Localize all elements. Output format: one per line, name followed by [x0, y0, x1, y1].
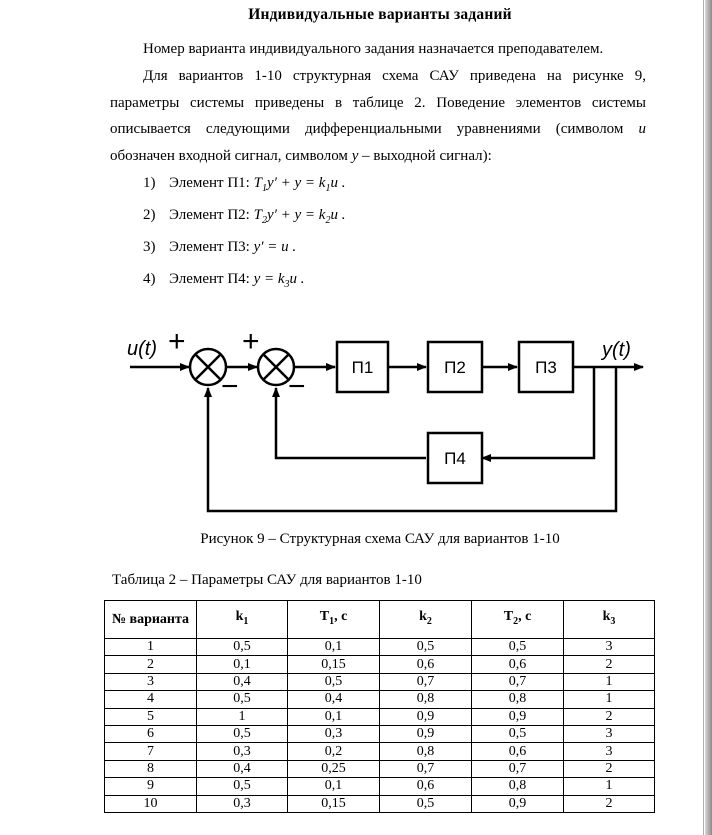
table-row	[105, 656, 655, 673]
cell: 2	[564, 656, 655, 673]
cell: 1	[105, 639, 197, 656]
equation-p2	[253, 207, 346, 226]
element-label: Элемент П1:	[169, 175, 254, 191]
cell: 0,7	[472, 673, 564, 690]
table-row	[105, 743, 655, 760]
cell: 1	[197, 708, 288, 725]
header-text: k	[602, 609, 611, 625]
header-subscript: 3	[610, 615, 616, 627]
cell: 0,4	[197, 673, 288, 690]
cell: 0,1	[288, 639, 380, 656]
cell: 10	[105, 795, 197, 812]
eq-subscript: 1	[325, 183, 331, 194]
table-body	[105, 639, 655, 813]
cell: 0,9	[380, 725, 472, 742]
header-text: T	[319, 609, 330, 625]
list-item-element-p3	[143, 239, 296, 256]
cell: 0,5	[197, 778, 288, 795]
cell: 7	[105, 743, 197, 760]
list-number: 1)	[143, 175, 156, 191]
header-t1	[288, 601, 380, 639]
cell: 0,2	[288, 743, 380, 760]
equation-p3: y′ = u .	[253, 239, 297, 255]
eq-part: u .	[289, 271, 305, 287]
cell: 2	[564, 795, 655, 812]
element-label: Элемент П4:	[169, 271, 254, 287]
cell: 1	[564, 673, 655, 690]
cell: 2	[564, 708, 655, 725]
cell: 0,7	[380, 673, 472, 690]
cell: 0,9	[380, 708, 472, 725]
list-number: 4)	[143, 271, 156, 287]
cell: 6	[105, 725, 197, 742]
feedback-to-p4	[482, 367, 594, 458]
header-subscript: 1	[243, 615, 249, 627]
eq-subscript: 2	[325, 215, 331, 226]
eq-subscript: 3	[284, 279, 290, 290]
figure-caption: Рисунок 9 – Структурная схема САУ для вариантов 1-10	[200, 531, 560, 547]
cell: 0,25	[288, 760, 380, 777]
block-p3-label: П3	[535, 358, 557, 377]
paragraph-text-after: – выходной сигнал):	[358, 147, 492, 164]
page-edge-shadow	[705, 0, 712, 835]
cell: 4	[105, 691, 197, 708]
plus-sign-1: +	[168, 325, 186, 358]
header-variant	[105, 601, 197, 639]
plus-sign-2: +	[242, 325, 260, 358]
output-label: y(t)	[602, 339, 631, 361]
cell: 0,6	[380, 656, 472, 673]
eq-part: u .	[330, 175, 346, 191]
cell: 0,8	[380, 743, 472, 760]
table-row	[105, 760, 655, 777]
cell: 0,15	[288, 656, 380, 673]
cell: 0,5	[380, 639, 472, 656]
eq-part: T	[253, 175, 262, 191]
table-row	[105, 795, 655, 812]
block-diagram	[118, 318, 678, 518]
header-subscript: 1	[329, 615, 335, 627]
cell: 2	[105, 656, 197, 673]
cell: 0,5	[472, 639, 564, 656]
paragraph-system-description	[110, 63, 646, 169]
cell: 0,5	[288, 673, 380, 690]
eq-part: y = k	[253, 271, 285, 287]
cell: 0,3	[197, 795, 288, 812]
paragraph-variant-assignment: Номер варианта индивидуального задания назначается преподавателем.	[143, 41, 604, 57]
table-header-row	[105, 601, 655, 639]
cell: 9	[105, 778, 197, 795]
header-text: k	[419, 609, 427, 625]
eq-subscript: 2	[261, 215, 267, 226]
cell: 3	[105, 673, 197, 690]
table-row	[105, 778, 655, 795]
eq-part: y′ + y = k	[266, 175, 326, 191]
cell: 0,8	[472, 691, 564, 708]
table-row	[105, 639, 655, 656]
minus-sign-1: −	[221, 370, 239, 403]
cell: 0,5	[197, 639, 288, 656]
list-number: 3)	[143, 239, 156, 255]
page-title: Индивидуальные варианты заданий	[248, 6, 512, 23]
cell: 0,1	[197, 656, 288, 673]
header-k1	[197, 601, 288, 639]
cell: 0,4	[197, 760, 288, 777]
cell: 8	[105, 760, 197, 777]
cell: 0,6	[472, 743, 564, 760]
header-t2	[472, 601, 564, 639]
header-text: № варианта	[111, 611, 190, 627]
page-edge-line	[703, 0, 704, 835]
cell: 0,4	[288, 691, 380, 708]
cell: 0,8	[472, 778, 564, 795]
table-row	[105, 691, 655, 708]
cell: 0,6	[380, 778, 472, 795]
element-label: Элемент П2:	[169, 207, 254, 223]
table-row	[105, 725, 655, 742]
block-p4-label: П4	[444, 449, 466, 468]
minus-sign-2: −	[288, 370, 306, 403]
eq-part: u .	[330, 207, 346, 223]
list-item-element-p1	[143, 175, 345, 194]
eq-part: y′ + y = k	[266, 207, 326, 223]
cell: 0,6	[472, 656, 564, 673]
cell: 5	[105, 708, 197, 725]
eq-part: T	[253, 207, 262, 223]
outer-feedback	[208, 367, 616, 511]
header-text: T	[503, 609, 514, 625]
table-row	[105, 673, 655, 690]
paragraph-text-mid: обозначен входной сигнал, символом	[110, 147, 352, 164]
cell: 0,5	[197, 725, 288, 742]
header-k3	[564, 601, 655, 639]
list-number: 2)	[143, 207, 156, 223]
cell: 0,5	[380, 795, 472, 812]
cell: 0,9	[472, 795, 564, 812]
table-row	[105, 708, 655, 725]
cell: 0,7	[472, 760, 564, 777]
cell: 0,9	[472, 708, 564, 725]
cell: 1	[564, 691, 655, 708]
element-label: Элемент П3:	[169, 239, 254, 255]
cell: 2	[564, 760, 655, 777]
cell: 0,15	[288, 795, 380, 812]
paragraph-text-before: Для вариантов 1-10 структурная схема САУ приведена на рисунке 9, параметры системы приведены в таблице 2. Поведение элементов системы описывается следующими дифференциальными уравнениями (символом	[110, 68, 646, 137]
equation-p4	[253, 271, 305, 290]
header-unit: , с	[334, 609, 348, 625]
block-p1-label: П1	[351, 358, 374, 377]
list-item-element-p2	[143, 207, 345, 226]
parameters-table	[104, 600, 655, 813]
equation-p1	[253, 175, 346, 194]
table-caption: Таблица 2 – Параметры САУ для вариантов 1-10	[112, 572, 422, 588]
cell: 3	[564, 725, 655, 742]
cell: 0,7	[380, 760, 472, 777]
block-p2-label: П2	[444, 358, 466, 377]
header-subscript: 2	[426, 615, 432, 627]
header-subscript: 2	[513, 615, 519, 627]
cell: 0,8	[380, 691, 472, 708]
cell: 0,3	[197, 743, 288, 760]
symbol-u: u	[638, 121, 646, 137]
cell: 1	[564, 778, 655, 795]
cell: 0,5	[197, 691, 288, 708]
symbol-y: y	[351, 147, 359, 164]
cell: 3	[564, 743, 655, 760]
eq-subscript: 1	[261, 183, 267, 194]
header-k2	[380, 601, 472, 639]
cell: 0,1	[288, 708, 380, 725]
input-label: u(t)	[127, 338, 157, 360]
header-text: k	[235, 609, 244, 625]
cell: 0,5	[472, 725, 564, 742]
cell: 3	[564, 639, 655, 656]
list-item-element-p4	[143, 271, 305, 290]
header-unit: , с	[518, 609, 532, 625]
cell: 0,3	[288, 725, 380, 742]
cell: 0,1	[288, 778, 380, 795]
